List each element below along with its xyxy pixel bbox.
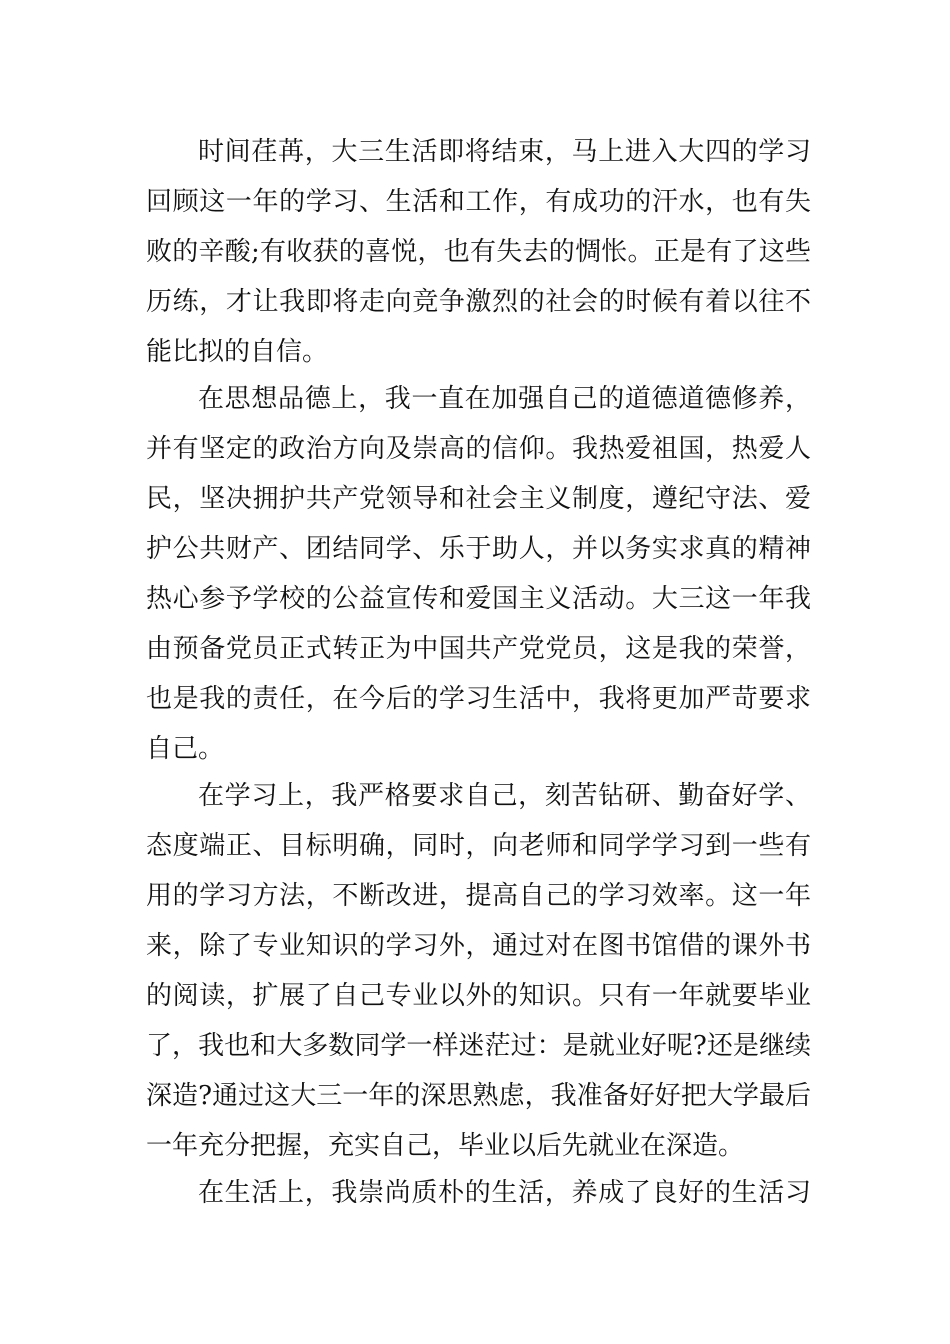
paragraph-3-line-4: 来，除了专业知识的学习外，通过对在图书馆借的课外书 — [146, 931, 811, 961]
paragraph-4-line-1: 在生活上，我崇尚质朴的生活，养成了良好的生活习 — [198, 1178, 811, 1208]
paragraph-2-line-7: 也是我的责任，在今后的学习生活中，我将更加严苛要求 — [146, 684, 811, 714]
paragraph-3-line-2: 态度端正、目标明确，同时，向老师和同学学习到一些有 — [146, 831, 811, 861]
paragraph-2-line-2: 并有坚定的政治方向及崇高的信仰。我热爱祖国，热爱人 — [146, 434, 811, 464]
paragraph-3-line-3: 用的学习方法，不断改进，提高自己的学习效率。这一年 — [146, 881, 811, 911]
paragraph-1-line-4: 历练，才让我即将走向竞争激烈的社会的时候有着以往不 — [146, 287, 811, 317]
paragraph-2-line-8: 自己。 — [146, 734, 225, 764]
paragraph-3-line-5: 的阅读，扩展了自己专业以外的知识。只有一年就要毕业 — [146, 981, 811, 1011]
paragraph-3-line-7: 深造?通过这大三一年的深思熟虑，我准备好好把大学最后 — [146, 1081, 811, 1111]
paragraph-2-line-4: 护公共财产、团结同学、乐于助人，并以务实求真的精神 — [146, 534, 811, 564]
paragraph-3-line-1: 在学习上，我严格要求自己，刻苦钻研、勤奋好学、 — [198, 781, 811, 811]
paragraph-3-line-8: 一年充分把握，充实自己，毕业以后先就业在深造。 — [146, 1131, 745, 1161]
paragraph-1-line-2: 回顾这一年的学习、生活和工作，有成功的汗水，也有失 — [146, 187, 811, 217]
paragraph-1-line-3: 败的辛酸;有收获的喜悦，也有失去的惆怅。正是有了这些 — [146, 237, 811, 267]
paragraph-2-line-3: 民，坚决拥护共产党领导和社会主义制度，遵纪守法、爱 — [146, 484, 811, 514]
paragraph-2-line-1: 在思想品德上，我一直在加强自己的道德道德修养， — [198, 384, 811, 414]
paragraph-2-line-5: 热心参予学校的公益宣传和爱国主义活动。大三这一年我 — [146, 584, 811, 614]
paragraph-2-line-6: 由预备党员正式转正为中国共产党党员，这是我的荣誉， — [146, 634, 811, 664]
paragraph-3-line-6: 了，我也和大多数同学一样迷茫过：是就业好呢?还是继续 — [146, 1031, 811, 1061]
paragraph-1-line-5: 能比拟的自信。 — [146, 337, 329, 367]
paragraph-1-line-1: 时间荏苒，大三生活即将结束，马上进入大四的学习 — [198, 137, 811, 167]
